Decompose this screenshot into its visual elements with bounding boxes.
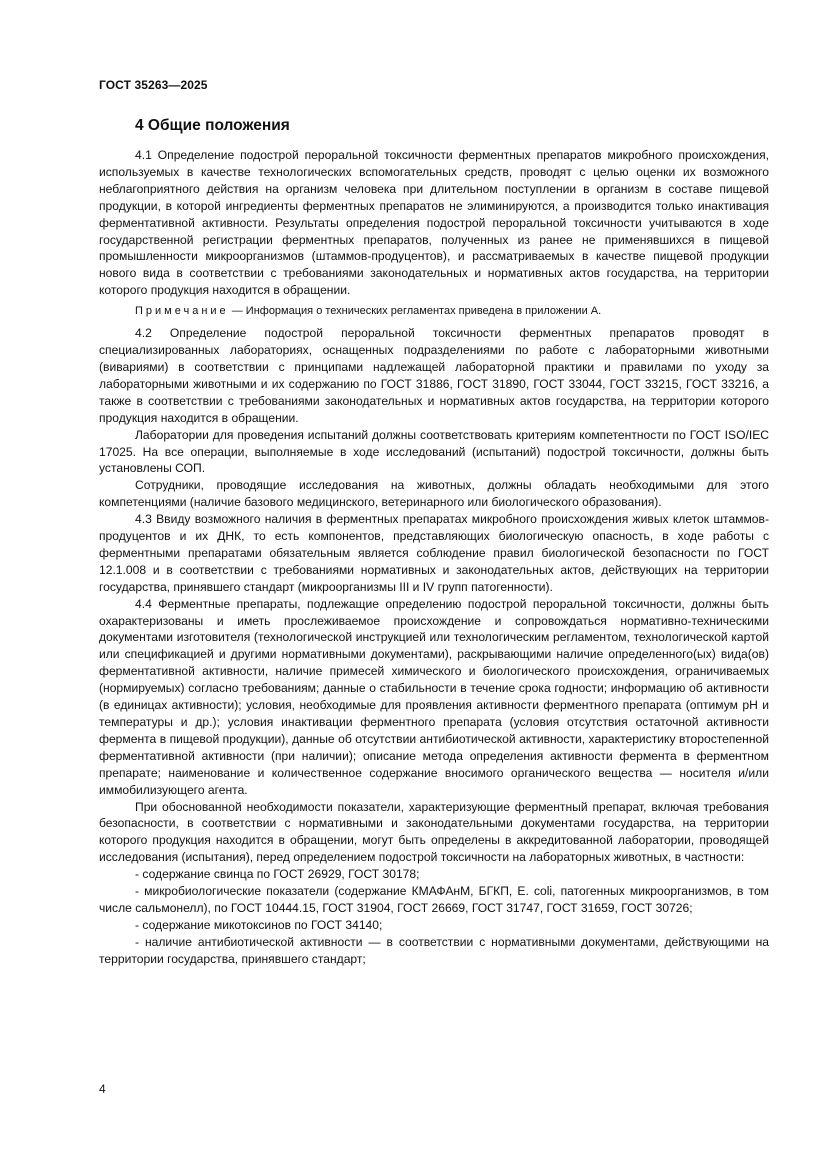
list-item: - содержание микотоксинов по ГОСТ 34140; [135,917,383,932]
paragraph-4-4-indicators: При обоснованной необходимости показатели, характеризующие ферментный препарат, включая требования безопасности, в соответствии с нормативными и законодательными документами государства, на территории которого продукция находится в обращении, могут быть определены в аккредитованной лаборатории, проводящей исследования (испытания), перед определением подострой токсичности на лабораторных животных, в частности: [99,799,769,865]
paragraph-4-2-staff: Сотрудники, проводящие исследования на животных, должны обладать необходимыми для этого компетенциями (наличие базового медицинского, ветеринарного или биологического образования). [99,478,769,510]
paragraph-4-3: 4.3 Ввиду возможного наличия в ферментных препаратах микробного происхождения живых клеток штаммов-продуцентов и их ДНК, то есть компонентов, представляющих биологическую опасность, в ходе работы с ферментными препаратами обязательным является соблюдение правил биологической безопасности по ГОСТ 12.1.008 и в соответствии с требованиями нормативных и законодательных актов, действующих на территории государства, принявшего стандарт (микроорганизмы III и IV групп патогенности). [99,512,769,594]
note-label: Примечание [135,305,229,318]
list-item: - содержание свинца по ГОСТ 26929, ГОСТ 30178; [135,867,420,882]
note-text: — Информация о технических регламентах приведена в приложении А. [228,305,602,318]
list-item: - наличие антибиотической активности — в соответствии с нормативными документами, действующими на территории государства, принявшего стандарт; [99,934,769,966]
section-title: 4 Общие положения [135,117,290,134]
paragraph-4-4: 4.4 Ферментные препараты, подлежащие определению подострой пероральной токсичности, должны быть охарактеризованы и иметь прослеживаемое происхождение и сопровождаться нормативно-техническими документами изготовителя (технологической инструкцией или технологическим регламентом, технологической картой или спецификацией и другими нормативными документами), раскрывающими наличие определенного(ых) вида(ов) ферментативной активности, наличие примесей химического и биологического происхождения, ограничиваемых (нормируемых) согласно требованиям; данные о стабильности в течение срока годности; информацию об активности (в единицах активности); условия, необходимые для проявления активности ферментного препарата (оптимум pH и температуры и др.); условия инактивации ферментного препарата (условия отсутствия остаточной активности фермента в пищевой продукции), данные об отсутствии антибиотической активности, характеристику второстепенной ферментативной активности (при наличии); описание метода определения активности фермента в ферментном препарате; наименование и количественное содержание вносимого органического вещества — носителя и/или иммобилизующего агента. [99,596,769,797]
paragraph-4-1: 4.1 Определение подострой пероральной токсичности ферментных препаратов микробного происхождения, используемых в качестве технологических вспомогательных средств, проводят с целью оценки их возможного неблагоприятного действия на организм человека при длительном поступлении в организм в составе пищевой продукции, в которой ингредиенты ферментных препаратов не элиминируются, а производится только инактивация ферментативной активности. Результаты определения подострой пероральной токсичности учитываются в ходе государственной регистрации ферментных препаратов, полученных из ранее не применявшихся в пищевой промышленности микроорганизмов (штаммов-продуцентов), и рассматриваемых в качестве пищевой продукции нового вида в соответствии с требованиями законодательных и нормативных актов государства, на территории которого продукция находится в обращении. [99,148,769,298]
document-body [99,147,769,968]
document-header-id: ГОСТ 35263—2025 [99,78,208,92]
page-number: 4 [99,1082,106,1096]
list-item: - микробиологические показатели (содержание КМАФАнМ, БГКП, E. coli, патогенных микроорганизмов, в том числе сальмонелл), по ГОСТ 10444.15, ГОСТ 31904, ГОСТ 26669, ГОСТ 31747, ГОСТ 31659, ГОСТ 30726; [99,884,769,915]
note [99,304,769,319]
paragraph-4-2-labs: Лаборатории для проведения испытаний должны соответствовать критериям компетентности по ГОСТ ISO/IEC 17025. На все операции, выполняемые в ходе исследований (испытаний) подострой токсичности, должны быть установлены СОП. [99,427,769,476]
paragraph-4-2: 4.2 Определение подострой пероральной токсичности ферментных препаратов проводят в специализированных лабораториях, оснащенных подразделениями по работе с лабораторными животными (вивариями) в соответствии с принципами надлежащей лабораторной практики и правилами по уходу за лабораторными животными и их содержанию по ГОСТ 31886, ГОСТ 31890, ГОСТ 33044, ГОСТ 33215, ГОСТ 33216, а также в соответствии с требованиями законодательных и нормативных актов государства, на территории которого продукция находится в обращении. [99,326,769,425]
